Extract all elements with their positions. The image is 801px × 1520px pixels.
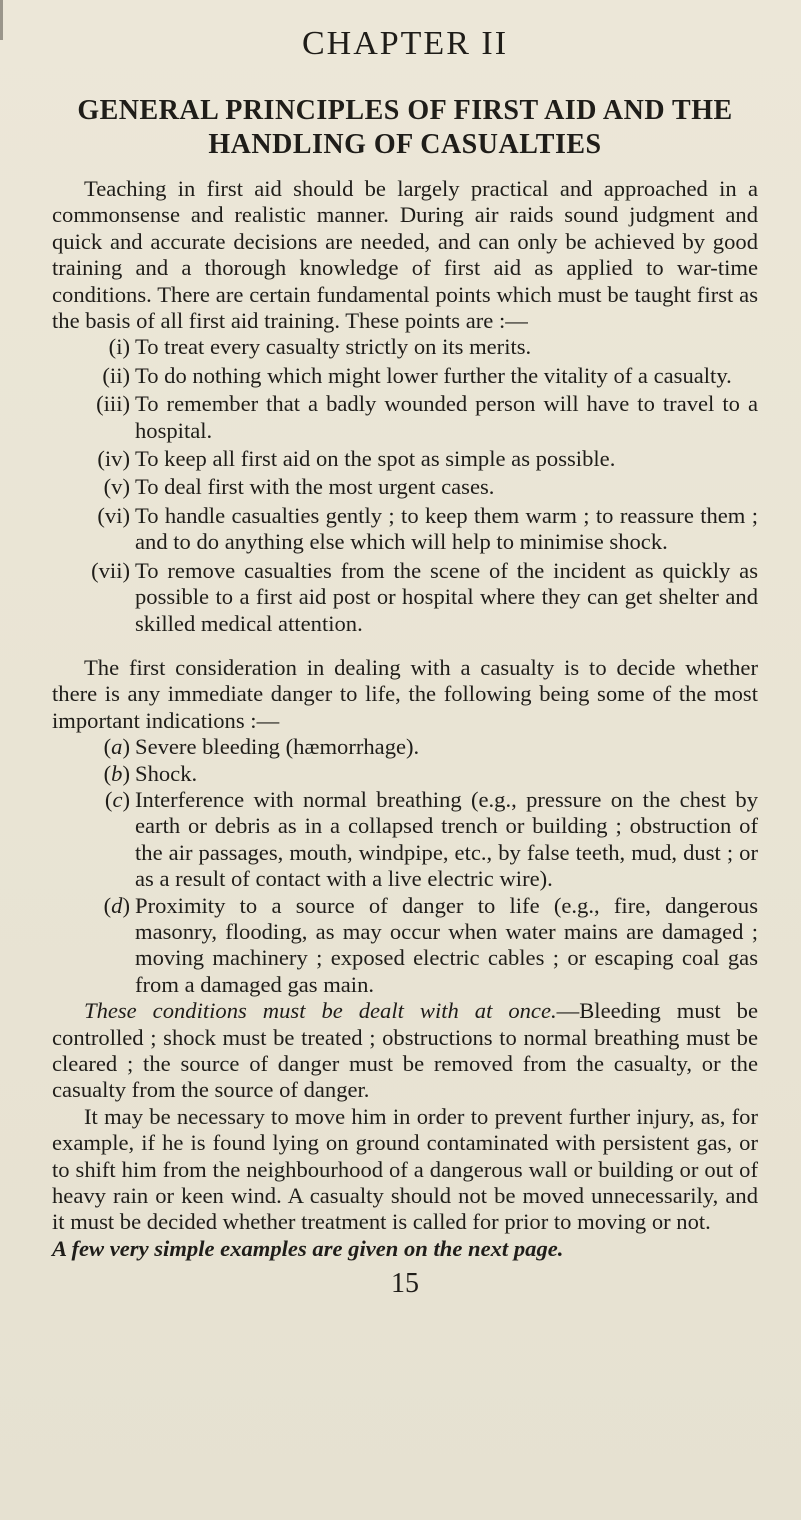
list-item: [52, 761, 758, 787]
chapter-title: GENERAL PRINCIPLES OF FIRST AID AND THE HANDLING OF CASUALTIES: [77, 95, 733, 160]
list-letter: (d): [103, 892, 130, 918]
list-text: To treat every casualty strictly on its merits.: [135, 334, 532, 360]
fundamental-points-list: [52, 334, 758, 636]
list-item: [52, 391, 758, 444]
list-item: [52, 363, 758, 389]
list-number: (vii): [91, 557, 130, 583]
conditions-lead: These conditions must be dealt with at once.: [84, 998, 557, 1024]
consideration-paragraph: The first consideration in dealing with a casualty is to decide whether there is any immediate danger to life, the following being some of the most important indications :—: [52, 654, 758, 733]
list-text: To keep all first aid on the spot as simple as possible.: [135, 446, 616, 472]
list-number: (v): [103, 474, 130, 500]
list-item: [52, 446, 758, 472]
move-paragraph: It may be necessary to move him in order to prevent further injury, as, for example, if he is found lying on ground contaminated with persistent gas, or to shift him from the neighbourhood of a dangerous wall or building or out of heavy rain or keen wind. A casualty should not be moved unnecessarily, and it must be decided whether treatment is called for prior to moving or not.: [52, 1103, 758, 1235]
list-text: To remove casualties from the scene of the incident as quickly as possible to a first aid post or hospital where they can get shelter and skilled medical attention.: [135, 557, 758, 636]
list-item: [52, 474, 758, 500]
list-text: Shock.: [135, 760, 198, 786]
closing-line: A few very simple examples are given on the next page.: [52, 1235, 564, 1261]
list-number: (ii): [102, 362, 130, 388]
list-number: (i): [108, 334, 130, 360]
list-text: To handle casualties gently ; to keep them warm ; to reassure them ; and to do anything else which will help to minimise shock.: [135, 502, 758, 555]
list-item: [52, 503, 758, 556]
list-text: Proximity to a source of danger to life (e.g., fire, dangerous masonry, flooding, as may occur when water mains are damaged ; moving machinery ; exposed electric cables ; or escaping coal gas from a damaged gas main.: [135, 892, 758, 997]
list-letter: (b): [103, 760, 130, 786]
list-letter: (c): [104, 786, 130, 812]
indications-list: [52, 734, 758, 998]
list-item: [52, 334, 758, 360]
list-item: [52, 787, 758, 893]
list-text: To remember that a badly wounded person will have to travel to a hospital.: [135, 391, 758, 443]
list-item: [52, 734, 758, 760]
intro-paragraph: Teaching in first aid should be largely practical and approached in a commonsense and realistic manner. During air raids sound judgment and quick and accurate decisions are needed, and can only be achieved by good training and a thorough knowledge of first aid as applied to war-time conditions. There are certain fundamental points which must be taught first as the basis of all first aid training. These points are :—: [52, 176, 758, 334]
page-number: 15: [391, 1268, 419, 1300]
list-text: Severe bleeding (hæmorrhage).: [135, 734, 420, 760]
list-item: [52, 893, 758, 999]
chapter-heading: CHAPTER II: [301, 25, 509, 62]
page-content: [52, 0, 758, 1300]
list-text: To do nothing which might lower further the vitality of a casualty.: [135, 362, 732, 388]
list-number: (vi): [97, 502, 130, 528]
page-edge-mark: [0, 0, 3, 40]
list-item: [52, 558, 758, 637]
conditions-rest: —Bleeding must be controlled ; shock must be treated ; obstructions to normal breathing must be cleared ; the source of danger must be removed from the casualty, or the casualty from the source of danger.: [52, 998, 758, 1103]
list-text: To deal first with the most urgent cases.: [135, 474, 495, 500]
list-number: (iii): [96, 391, 130, 417]
list-letter: (a): [103, 734, 130, 760]
list-number: (iv): [97, 446, 130, 472]
list-text: Interference with normal breathing (e.g., pressure on the chest by earth or debris as in a collapsed trench or building ; obstruction of the air passages, mouth, windpipe, etc., by false teeth, mud, dust ; or as a result of contact with a live electric wire).: [135, 786, 758, 892]
conditions-paragraph: [52, 998, 758, 1104]
